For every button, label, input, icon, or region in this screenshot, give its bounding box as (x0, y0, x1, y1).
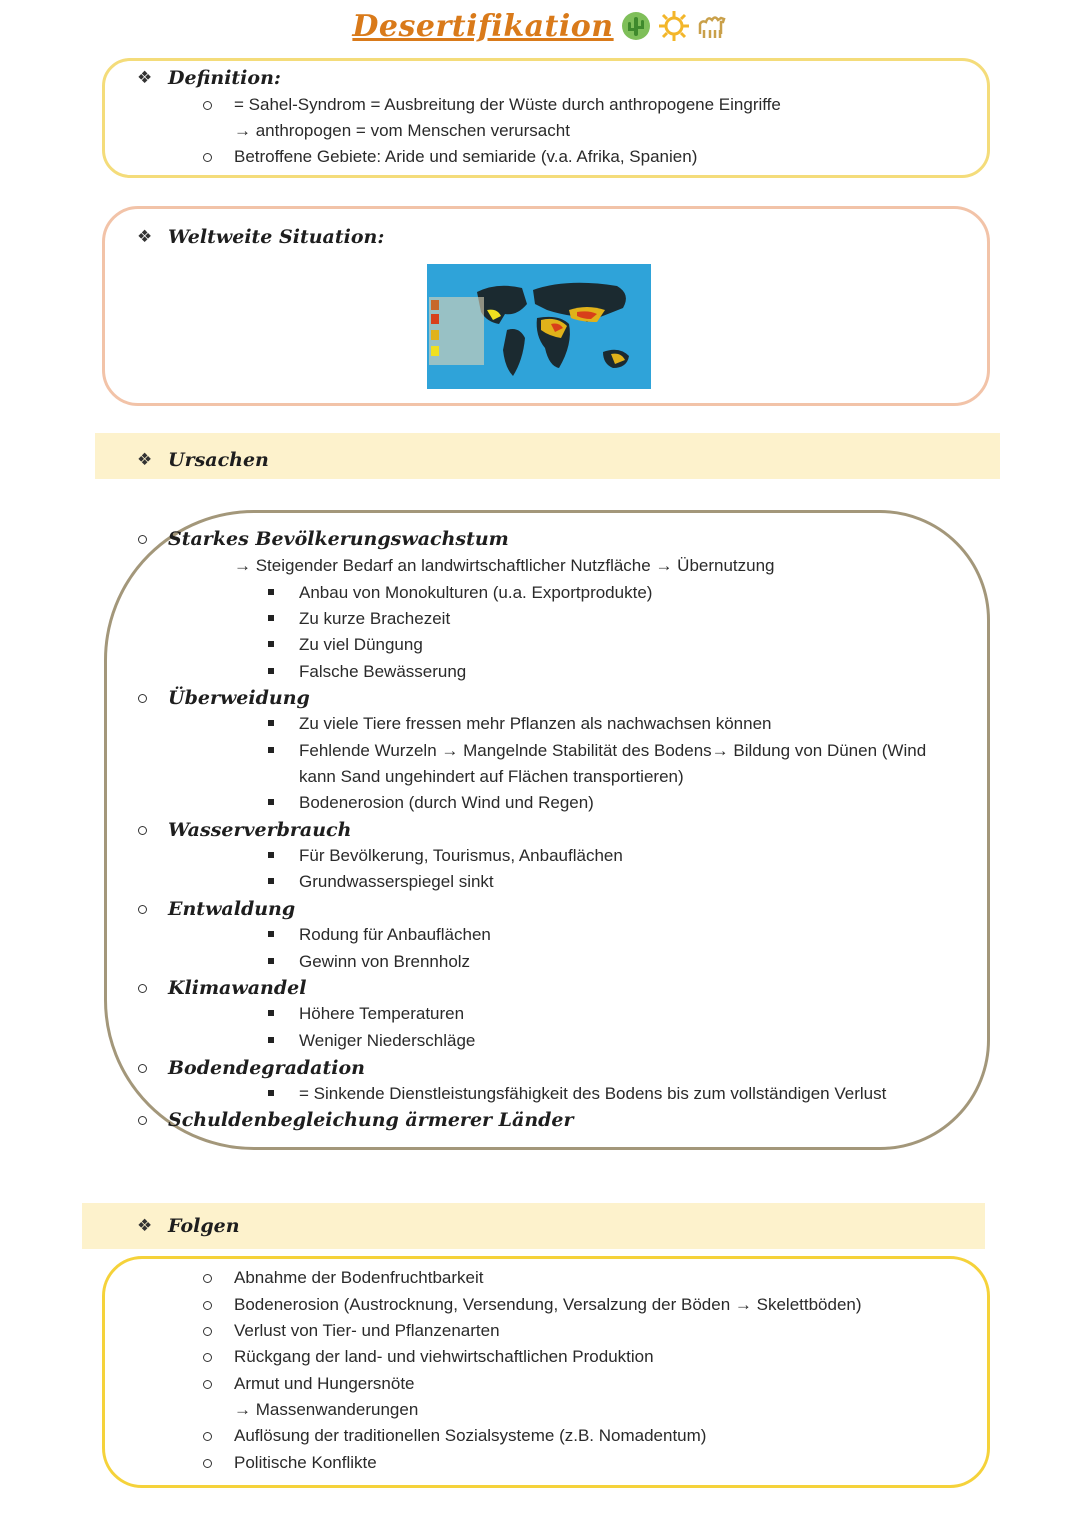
consequence-item: Verlust von Tier- und Pflanzenarten (234, 1321, 500, 1340)
circle-bullet-icon (138, 905, 147, 914)
circle-bullet-icon (203, 1380, 212, 1389)
cause-arrow-line: → Steigender Bedarf an landwirtschaftlicher Nutzfläche → Übernutzung (234, 556, 775, 575)
square-bullet-icon (268, 720, 274, 726)
diamond-bullet-icon: ❖ (137, 450, 153, 469)
cause-point: Grundwasserspiegel sinkt (299, 872, 494, 891)
circle-bullet-icon (203, 1353, 212, 1362)
square-bullet-icon (268, 878, 274, 884)
circle-bullet-icon (138, 1064, 147, 1073)
cause-title: Klimawandel (168, 977, 307, 999)
diamond-bullet-icon: ❖ (137, 227, 153, 246)
cause-title: Entwaldung (168, 898, 296, 920)
page-title: Desertifikation (352, 8, 614, 44)
cause-point: Anbau von Monokulturen (u.a. Exportprodukte) (299, 583, 653, 602)
definition-line: = Sahel-Syndrom = Ausbreitung der Wüste durch anthropogene Eingriffe (234, 95, 781, 114)
cause-point: Falsche Bewässerung (299, 662, 467, 681)
cause-point: Fehlende Wurzeln → Mangelnde Stabilität des Bodens→ Bildung von Dünen (Wind (299, 741, 927, 760)
circle-bullet-icon (203, 1459, 212, 1468)
circle-bullet-icon (138, 535, 147, 544)
camel-icon (696, 10, 728, 42)
square-bullet-icon (268, 615, 274, 621)
circle-bullet-icon (203, 1274, 212, 1283)
consequence-item: Auflösung der traditionellen Sozialsysteme (z.B. Nomadentum) (234, 1426, 707, 1445)
consequence-arrow-line: → Massenwanderungen (234, 1400, 419, 1419)
circle-bullet-icon (203, 153, 212, 162)
circle-bullet-icon (203, 1432, 212, 1441)
square-bullet-icon (268, 668, 274, 674)
square-bullet-icon (268, 1037, 274, 1043)
cause-point: Weniger Niederschläge (299, 1031, 476, 1050)
sun-icon (658, 10, 690, 42)
cause-point: Zu viele Tiere fressen mehr Pflanzen als nachwachsen können (299, 714, 772, 733)
cause-title: Starkes Bevölkerungswachstum (168, 528, 509, 550)
consequence-item: Abnahme der Bodenfruchtbarkeit (234, 1268, 484, 1287)
square-bullet-icon (268, 958, 274, 964)
cause-point: = Sinkende Dienstleistungsfähigkeit des Bodens bis zum vollständigen Verlust (299, 1084, 887, 1103)
cause-title: Schuldenbegleichung ärmerer Länder (168, 1109, 574, 1131)
cause-point: Für Bevölkerung, Tourismus, Anbauflächen (299, 846, 623, 865)
definition-line: → anthropogen = vom Menschen verursacht (234, 121, 570, 140)
cause-point: Zu kurze Brachezeit (299, 609, 451, 628)
circle-bullet-icon (203, 1301, 212, 1310)
circle-bullet-icon (138, 1116, 147, 1125)
square-bullet-icon (268, 852, 274, 858)
diamond-bullet-icon: ❖ (137, 1216, 153, 1235)
circle-bullet-icon (203, 1327, 212, 1336)
consequence-item: Politische Konflikte (234, 1453, 377, 1472)
ursachen-heading: Ursachen (168, 449, 269, 471)
circle-bullet-icon (138, 694, 147, 703)
square-bullet-icon (268, 799, 274, 805)
consequence-item: Armut und Hungersnöte (234, 1374, 415, 1393)
definition-line: Betroffene Gebiete: Aride und semiaride (v.a. Afrika, Spanien) (234, 147, 698, 166)
consequence-item: Rückgang der land- und viehwirtschaftlichen Produktion (234, 1347, 654, 1366)
cause-point: Höhere Temperaturen (299, 1004, 465, 1023)
world-situation-heading: Weltweite Situation: (168, 226, 385, 248)
square-bullet-icon (268, 747, 274, 753)
square-bullet-icon (268, 1090, 274, 1096)
cause-point: kann Sand ungehindert auf Flächen transportieren) (299, 767, 684, 786)
square-bullet-icon (268, 1010, 274, 1016)
diamond-bullet-icon: ❖ (137, 68, 153, 87)
square-bullet-icon (268, 589, 274, 595)
cause-title: Überweidung (168, 687, 310, 709)
cause-title: Bodendegradation (168, 1057, 365, 1079)
cause-point: Zu viel Düngung (299, 635, 423, 654)
square-bullet-icon (268, 931, 274, 937)
circle-bullet-icon (203, 101, 212, 110)
square-bullet-icon (268, 641, 274, 647)
cause-title: Wasserverbrauch (168, 819, 352, 841)
consequence-item: Bodenerosion (Austrocknung, Versendung, Versalzung der Böden → Skelettböden) (234, 1295, 862, 1314)
cause-point: Gewinn von Brennholz (299, 952, 471, 971)
cause-point: Bodenerosion (durch Wind und Regen) (299, 793, 594, 812)
cactus-icon (620, 10, 652, 42)
circle-bullet-icon (138, 826, 147, 835)
circle-bullet-icon (138, 984, 147, 993)
title-row (0, 2, 1080, 50)
definition-heading: Definition: (168, 67, 281, 89)
cause-point: Rodung für Anbauflächen (299, 925, 491, 944)
desertification-world-map-image (427, 264, 651, 389)
folgen-heading: Folgen (168, 1215, 240, 1237)
